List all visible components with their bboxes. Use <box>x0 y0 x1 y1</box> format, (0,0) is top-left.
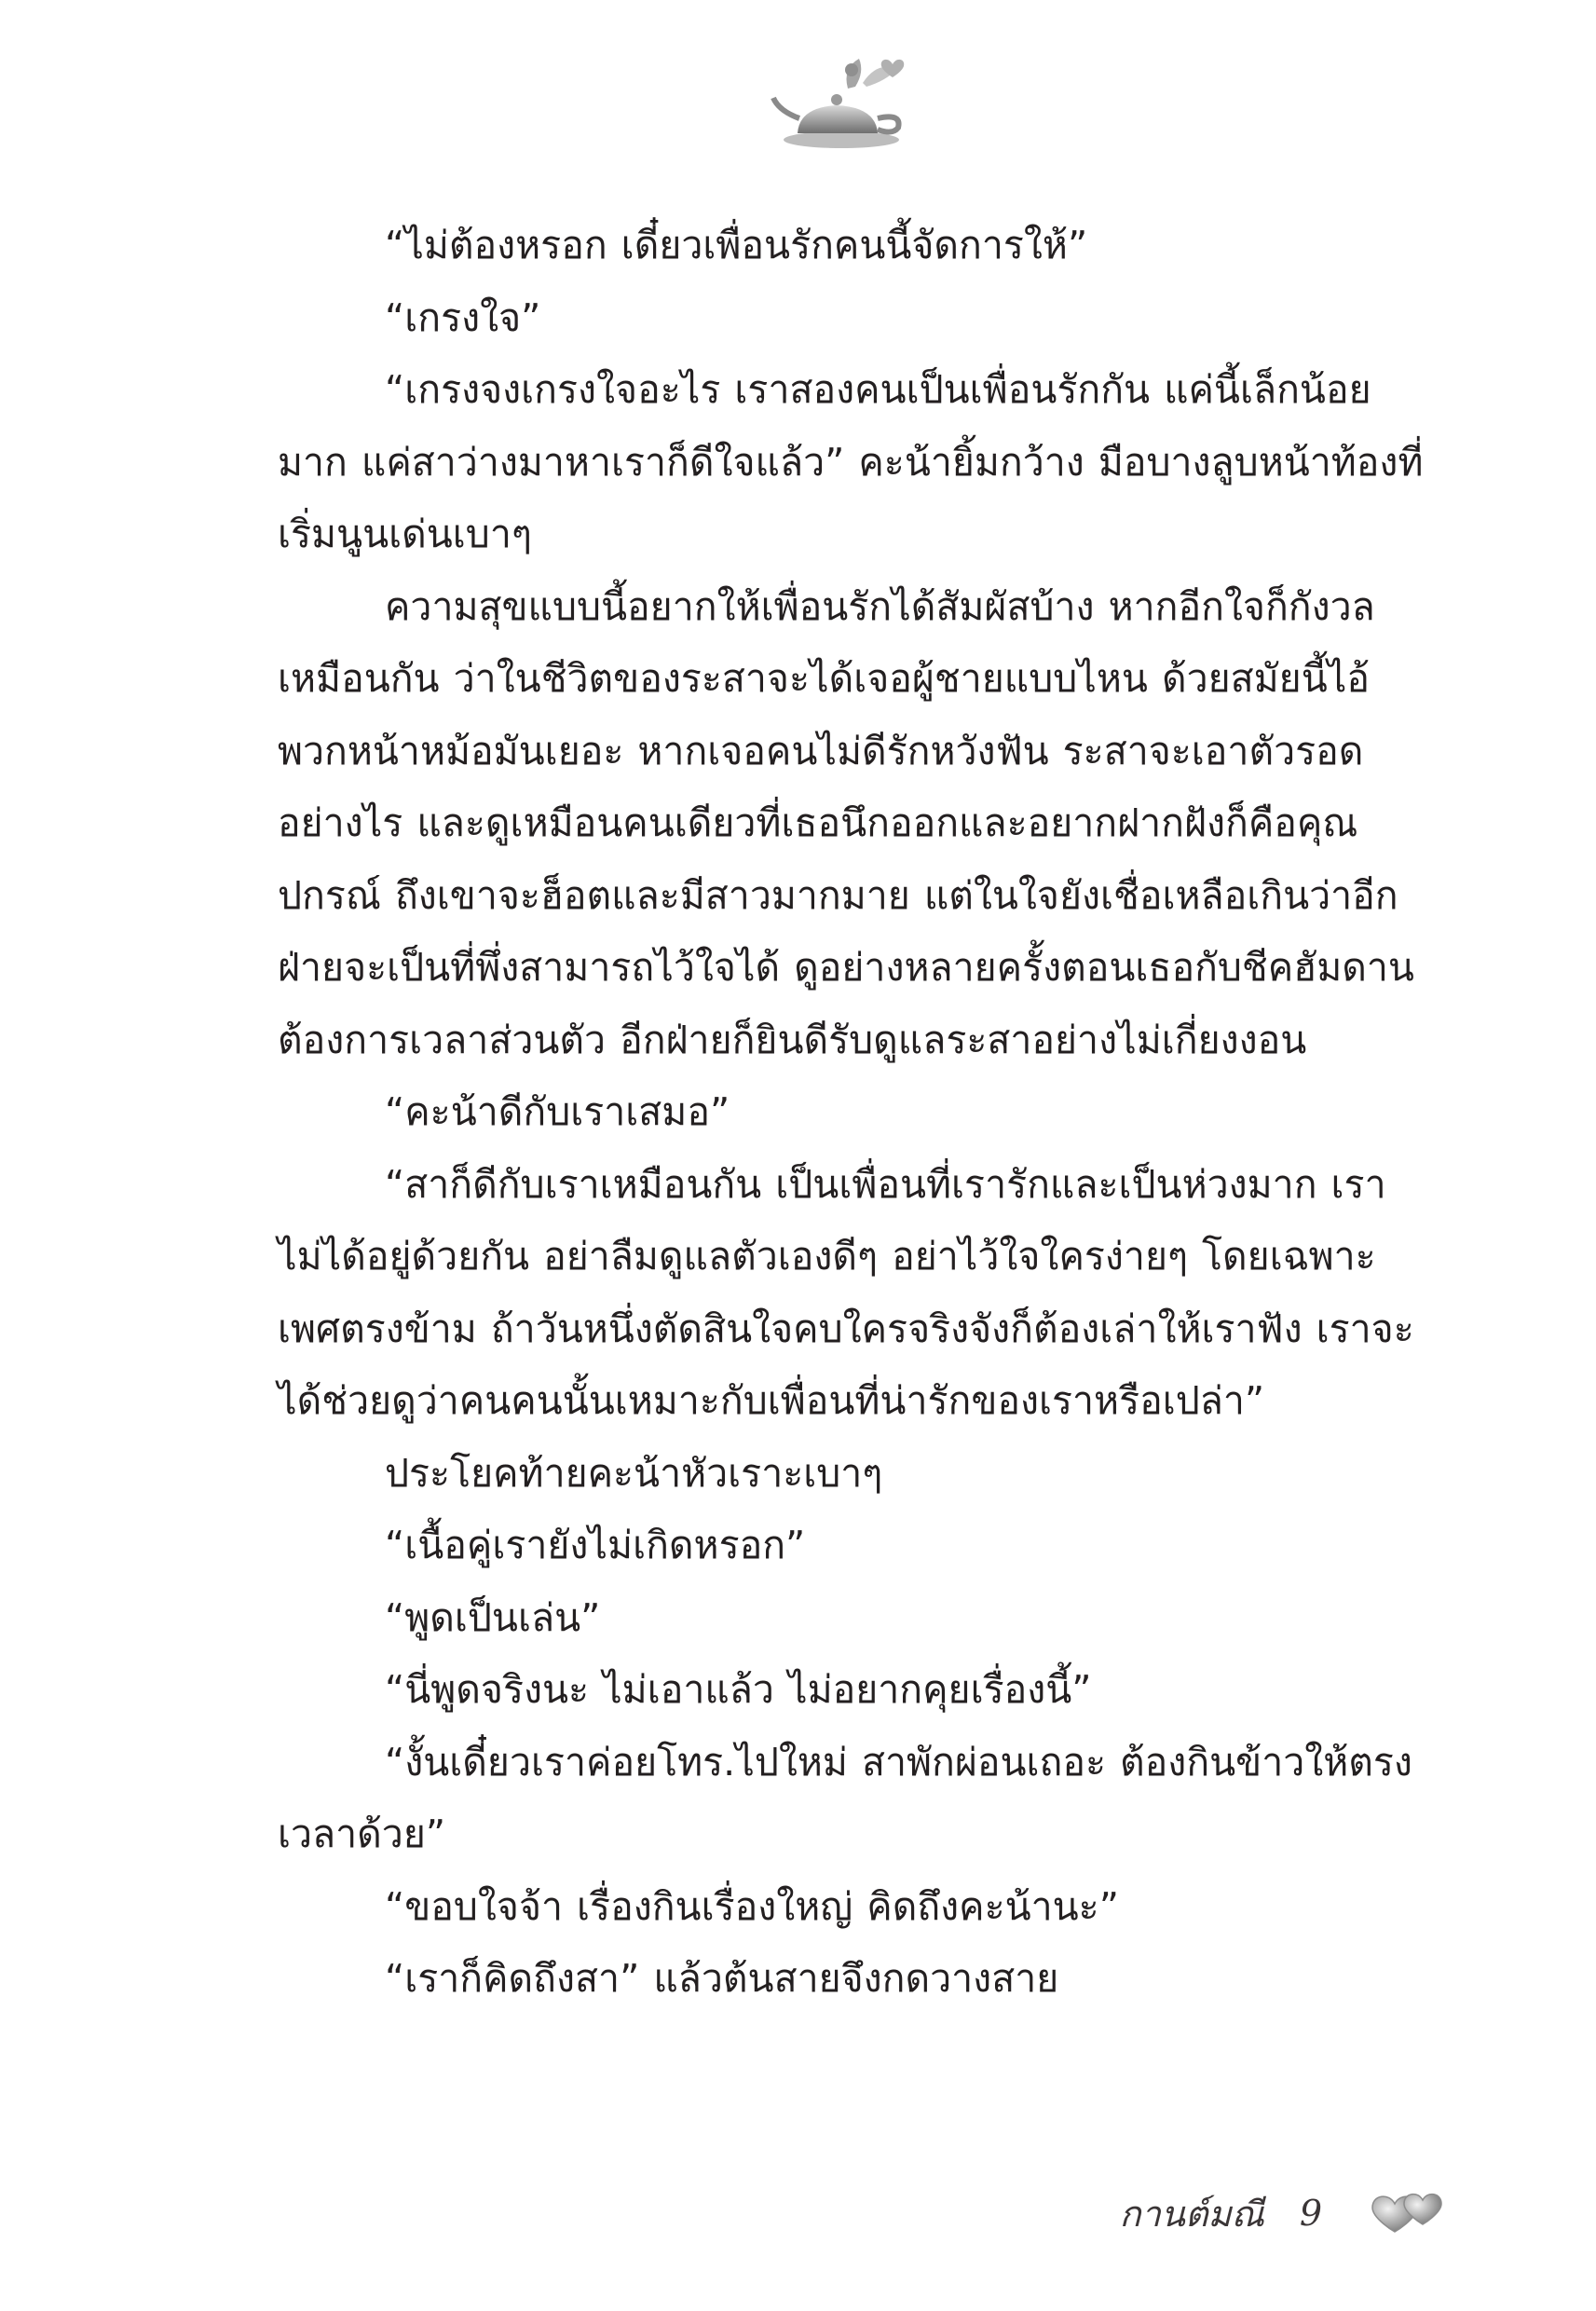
paragraph: “เกรงใจ” <box>385 294 541 340</box>
paragraph: ประโยคท้ายคะน้าหัวเราะเบาๆ <box>385 1450 883 1496</box>
paragraph: “งั้นเดี๋ยวเราค่อยโทร.ไปใหม่ สาพักผ่อนเถอะ ต้องกินข้าวให้ตรงเวลาด้วย” <box>278 1739 1412 1856</box>
book-title: กานต์มณี <box>1119 2193 1264 2235</box>
teapot-cupid-ornament-icon <box>762 51 921 163</box>
page-footer <box>1120 2171 1450 2255</box>
paragraph: “เกรงจงเกรงใจอะไร เราสองคนเป็นเพื่อนรักกัน แค่นี้เล็กน้อยมาก แค่สาว่างมาหาเราก็ดีใจแล้ว” คะน้ายิ้มกว้าง มือบางลูบหน้าท้องที่เริ่มนูนเด่นเบาๆ <box>278 367 1424 556</box>
paragraph: “สาก็ดีกับเราเหมือนกัน เป็นเพื่อนที่เรารักและเป็นห่วงมาก เราไม่ได้อยู่ด้วยกัน อย่าลืมดูแลตัวเองดีๆ อย่าไว้ใจใครง่ายๆ โดยเฉพาะเพศตรงข้าม ถ้าวันหนึ่งตัดสินใจคบใครจริงจังก็ต้องเล่าให้เราฟัง เราจะได้ช่วยดูว่าคนคนนั้นเหมาะกับเพื่อนที่น่ารักของเราหรือเปล่า” <box>278 1161 1414 1423</box>
body-text <box>278 210 1424 2016</box>
paragraph: “ขอบใจจ้า เรื่องกินเรื่องใหญ่ คิดถึงคะน้านะ” <box>385 1883 1119 1929</box>
page-number: 9 <box>1299 2193 1322 2234</box>
hearts-icon <box>1367 2191 1449 2236</box>
paragraph: “พูดเป็นเล่น” <box>385 1594 601 1640</box>
paragraph: “เนื้อคู่เรายังไม่เกิดหรอก” <box>385 1523 806 1567</box>
paragraph: “คะน้าดีกับเราเสมอ” <box>385 1089 730 1134</box>
paragraph: “ไม่ต้องหรอก เดี๋ยวเพื่อนรักคนนี้จัดการให้” <box>385 223 1088 267</box>
paragraph: “นี่พูดจริงนะ ไม่เอาแล้ว ไม่อยากคุยเรื่องนี้” <box>385 1667 1092 1712</box>
paragraph: ความสุขแบบนี้อยากให้เพื่อนรักได้สัมผัสบ้าง หากอีกใจก็กังวลเหมือนกัน ว่าในชีวิตของระสาจะได้เจอผู้ชายแบบไหน ด้วยสมัยนี้ไอ้พวกหน้าหม้อมันเยอะ หากเจอคนไม่ดีรักหวังฟัน ระสาจะเอาตัวรอดอย่างไร และดูเหมือนคนเดียวที่เธอนึกออกและอยากฝากฝังก็คือคุณปกรณ์ ถึงเขาจะฮ็อตและมีสาวมากมาย แต่ในใจยังเชื่อเหลือเกินว่าอีกฝ่ายจะเป็นที่พึ่งสามารถไว้ใจได้ ดูอย่างหลายครั้งตอนเธอกับชีคฮัมดานต้องการเวลาส่วนตัว อีกฝ่ายก็ยินดีรับดูแลระสาอย่างไม่เกี่ยงงอน <box>278 583 1414 1062</box>
paragraph: “เราก็คิดถึงสา” แล้วต้นสายจึงกดวางสาย <box>385 1956 1059 2001</box>
